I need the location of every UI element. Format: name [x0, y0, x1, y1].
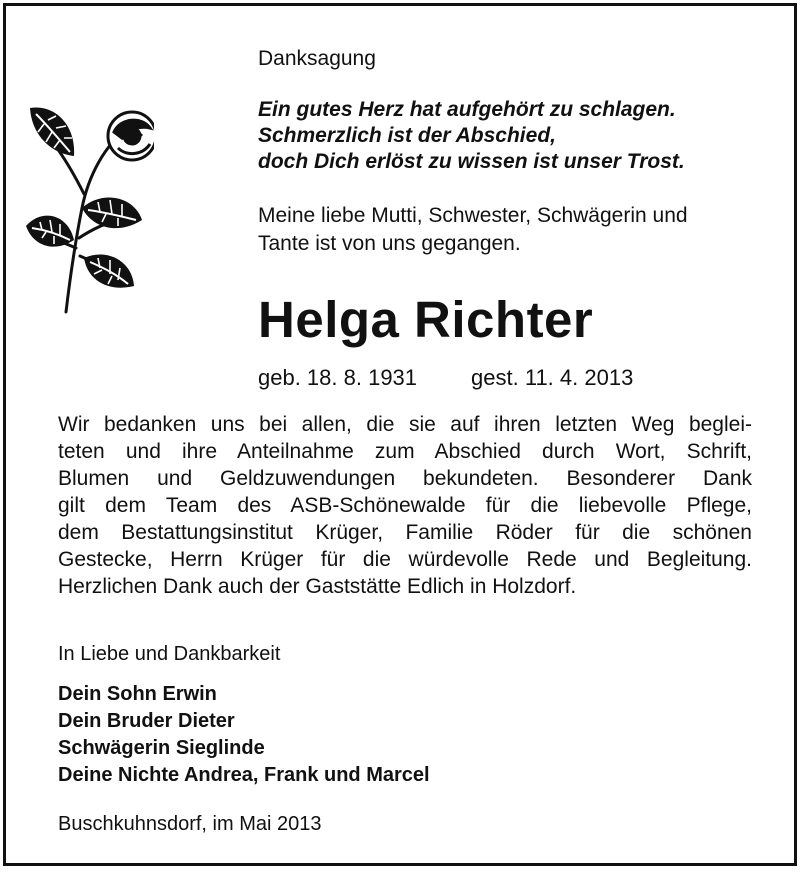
thanks-paragraph [58, 411, 752, 600]
intro-line: Tante ist von uns gegangen. [258, 232, 521, 255]
obituary-notice [3, 3, 797, 866]
quote-line: doch Dich erlöst zu wissen ist unser Trost. [258, 150, 685, 173]
signer: Schwägerin Sieglinde [58, 737, 265, 759]
thanks-line: Blumen und Geldzuwendungen bekundeten. Besonderer Dank [58, 467, 752, 490]
life-dates [258, 364, 633, 392]
heading: Danksagung [258, 47, 376, 70]
thanks-line: Gestecke, Herrn Krüger für die würdevolle Rede und Begleitung. [58, 548, 752, 571]
intro-line: Meine liebe Mutti, Schwester, Schwägerin und [258, 204, 688, 227]
deceased-name: Helga Richter [258, 291, 594, 348]
birth-date: geb. 18. 8. 1931 [258, 365, 418, 390]
signer: Dein Sohn Erwin [58, 683, 217, 705]
thanks-line: teten und ihre Anteilnahme zum Abschied durch Wort, Schrift, [58, 440, 752, 463]
signer: Dein Bruder Dieter [58, 710, 235, 732]
rose-icon [24, 98, 154, 318]
thanks-line: Wir bedanken uns bei allen, die sie auf ihren letzten Weg beglei- [58, 413, 752, 436]
place-date: Buschkuhnsdorf, im Mai 2013 [58, 813, 322, 835]
thanks-line: gilt dem Team des ASB-Schönewalde für die liebevolle Pflege, [58, 494, 752, 517]
intro-text [258, 202, 688, 258]
quote-line: Schmerzlich ist der Abschied, [258, 124, 556, 147]
closing-phrase: In Liebe und Dankbarkeit [58, 643, 281, 665]
signers-list [58, 681, 430, 789]
thanks-line: Herzlichen Dank auch der Gaststätte Edlich in Holzdorf. [58, 575, 577, 598]
death-date: gest. 11. 4. 2013 [471, 365, 634, 390]
memorial-quote [258, 97, 685, 175]
thanks-line: dem Bestattungsinstitut Krüger, Familie Röder für die schönen [58, 521, 752, 544]
signer: Deine Nichte Andrea, Frank und Marcel [58, 764, 430, 786]
quote-line: Ein gutes Herz hat aufgehört zu schlagen. [258, 98, 676, 121]
